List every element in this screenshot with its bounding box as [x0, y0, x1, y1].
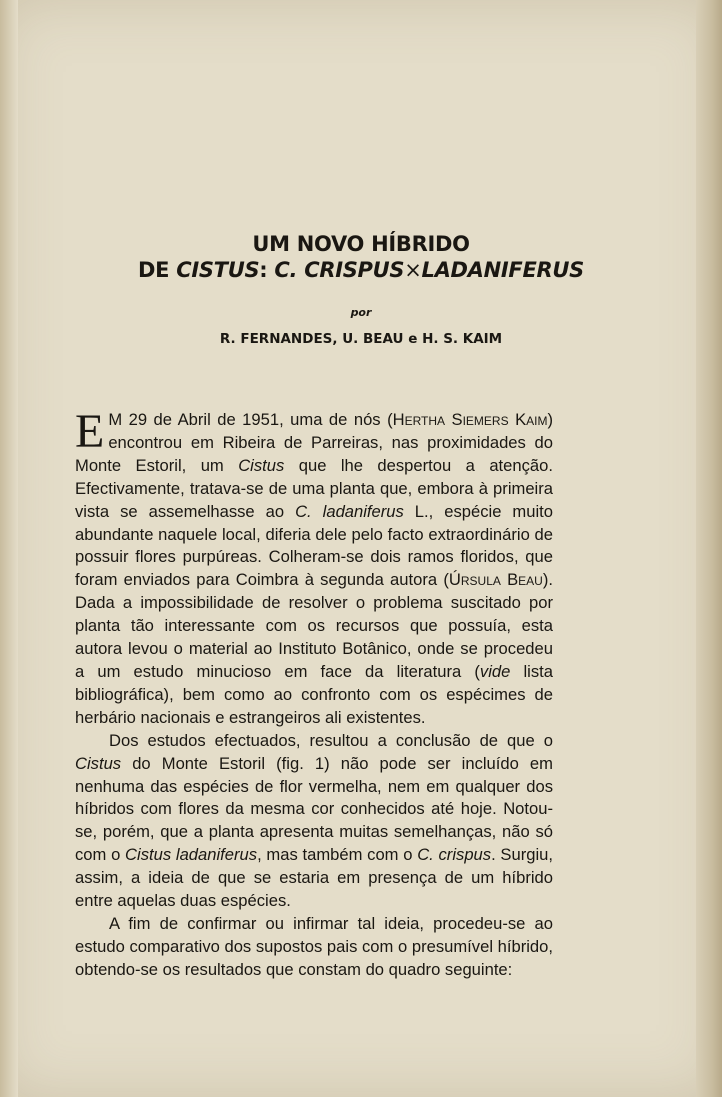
p2-text-4: . Surgiu, assim, a ideia de que se estaria em presença de um híbrido entre aquelas duas espécies.	[75, 845, 553, 911]
p1-italic-2: C. ladaniferus	[295, 501, 404, 521]
title-line-2	[0, 255, 722, 285]
author-name-beau: Úrsula Beau	[448, 570, 543, 590]
paragraph-3	[75, 913, 553, 982]
p1-italic-3: vide	[479, 661, 511, 681]
p1-text-1: M 29 de Abril de 1951, uma de nós (	[108, 410, 393, 429]
title-separator: :	[259, 258, 275, 282]
paragraph-2	[75, 730, 553, 913]
p2-text-3: , mas também com o	[257, 845, 418, 865]
p2-italic-2: Cistus ladaniferus	[125, 845, 258, 865]
p3-text-1: A fim de confirmar ou infirmar tal ideia, procedeu-se ao estudo comparativo dos supostos pais com o presumível híbrido, obtendo-se os resultados que constam do quadro seguinte:	[75, 913, 553, 979]
title-prefix: DE	[138, 258, 177, 282]
drop-cap: E	[75, 405, 105, 458]
p2-italic-3: C. crispus	[417, 845, 492, 865]
paragraph-1	[75, 405, 553, 730]
p2-text-2: do Monte Estoril (fig. 1) não pode ser incluído em nenhuma das espécies de flor vermelha, nem em qualquer dos híbridos com flores da mesma cor conhecidos até hoje. Notou-se, porém, que a planta apresenta muitas semelhanças, não só com o	[75, 753, 553, 865]
p1-text-6: lista bibliográfica), bem como ao confronto com os espécimes de herbário nacionais e estrangeiros ali existentes.	[75, 661, 553, 727]
title-cross-symbol: ×	[404, 258, 422, 282]
p1-text-4: L., espécie muito abundante naquele local, diferia dele pelo facto extraordinário de possuir flores purpúreas. Colheram-se dois ramos floridos, que foram enviados para Coimbra à segunda autora (	[75, 501, 553, 590]
p2-text-1: Dos estudos efectuados, resultou a conclusão de que o	[109, 730, 553, 750]
author-name-kaim: Hertha Siemers Kaim	[392, 410, 548, 429]
title-genus: CISTUS	[176, 258, 260, 282]
authors: R. FERNANDES, U. BEAU e H. S. KAIM	[219, 331, 503, 347]
p2-italic-1: Cistus	[75, 753, 122, 773]
p1-italic-1: Cistus	[238, 455, 285, 475]
p1-text-3: que lhe despertou a atenção. Efectivamente, tratava-se de uma planta que, embora à primeira vista se assemelhasse ao	[75, 455, 553, 521]
article-body	[75, 405, 553, 982]
title-species-2: LADANIFERUS	[421, 258, 584, 282]
title-species-1: C. CRISPUS	[274, 258, 405, 282]
p1-text-5: ). Dada a impossibilidade de resolver o problema suscitado por planta tão interessante com os recursos que possuía, esta autora levou o material ao Instituto Botânico, onde se procedeu a um estudo minucioso em face da literatura (	[75, 570, 553, 681]
page-left-edge	[0, 0, 18, 1097]
byline: por	[350, 306, 372, 319]
title-text-1: UM NOVO HÍBRIDO	[252, 232, 470, 256]
page-right-edge	[696, 0, 722, 1097]
p1-text-2: ) encontrou em Ribeira de Parreiras, nas proximidades do Monte Estoril, um	[75, 410, 553, 475]
